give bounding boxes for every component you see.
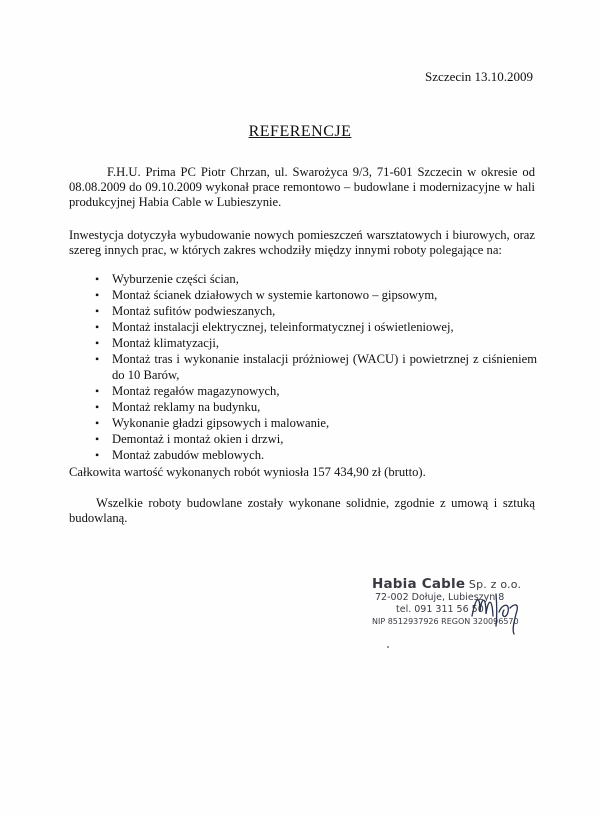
bullet-icon: • [95,272,100,286]
list-item-text: Montaż reklamy na budynku, [112,400,261,414]
stamp-phone: tel. 091 311 56 50 [396,604,484,615]
list-item-text: Montaż tras i wykonanie instalacji próżniowej (WACU) i powietrznej z ciśnieniem do 10 Barów, [112,352,537,382]
list-item-text: Montaż instalacji elektrycznej, teleinformatycznej i oświetleniowej, [112,320,454,334]
bullet-icon: • [95,288,100,302]
works-list [95,271,537,463]
stamp-company-name: Habia Cable [372,576,466,592]
stamp-address: 72-002 Dołuje, Lubieszyn 8 [375,592,505,603]
list-item-text: Montaż sufitów podwieszanych, [112,304,276,318]
bullet-icon: • [95,352,100,366]
list-item-text: Montaż regałów magazynowych, [112,384,280,398]
bullet-icon: • [95,304,100,318]
list-item-text: Montaż zabudów meblowych. [112,448,265,462]
bullet-icon: • [95,432,100,446]
list-item-text: Wyburzenie części ścian, [112,272,239,286]
document-date: Szczecin 13.10.2009 [425,69,533,84]
list-item-text: Demontaż i montaż okien i drzwi, [112,432,284,446]
list-item [95,447,537,463]
handwritten-signature [466,586,526,636]
intro-paragraph: F.H.U. Prima PC Piotr Chrzan, ul. Swarożyca 9/3, 71-601 Szczecin w okresie od 08.08.2009 do 09.10.2009 wykonał prace remontowo – budowlane i modernizacyjne w hali produkcyjnej Habia Cable w Lubieszynie. [69,165,535,209]
bullet-icon: • [95,400,100,414]
bullet-icon: • [95,416,100,430]
bullet-icon: • [95,384,100,398]
total-value-paragraph: Całkowita wartość wykonanych robót wyniosła 157 434,90 zł (brutto). [69,465,426,479]
document-title: REFERENCJE [248,123,352,140]
list-item [95,287,537,303]
list-item [95,351,537,383]
bullet-icon: • [95,336,100,350]
closing-paragraph: Wszelkie roboty budowlane zostały wykonane solidnie, zgodnie z umową i sztuką budowlaną. [69,496,535,525]
stamp-ids: NIP 8512937926 REGON 320096570 [372,617,519,626]
list-item [95,335,537,351]
paper-mark [386,645,390,649]
list-item [95,383,537,399]
scope-paragraph: Inwestycja dotyczyła wybudowanie nowych pomieszczeń warsztatowych i biurowych, oraz szereg innych prac, w których zakres wchodziły między innymi roboty polegające na: [69,228,535,257]
bullet-icon: • [95,320,100,334]
list-item-text: Montaż klimatyzacji, [112,336,220,350]
list-item [95,415,537,431]
list-item [95,271,537,287]
list-item [95,431,537,447]
list-item [95,303,537,319]
list-item-text: Wykonanie gładzi gipsowych i malowanie, [112,416,330,430]
list-item [95,319,537,335]
list-item [95,399,537,415]
list-item-text: Montaż ścianek działowych w systemie kartonowo – gipsowym, [112,288,438,302]
bullet-icon: • [95,448,100,462]
stamp-company-suffix: Sp. z o.o. [465,578,522,591]
